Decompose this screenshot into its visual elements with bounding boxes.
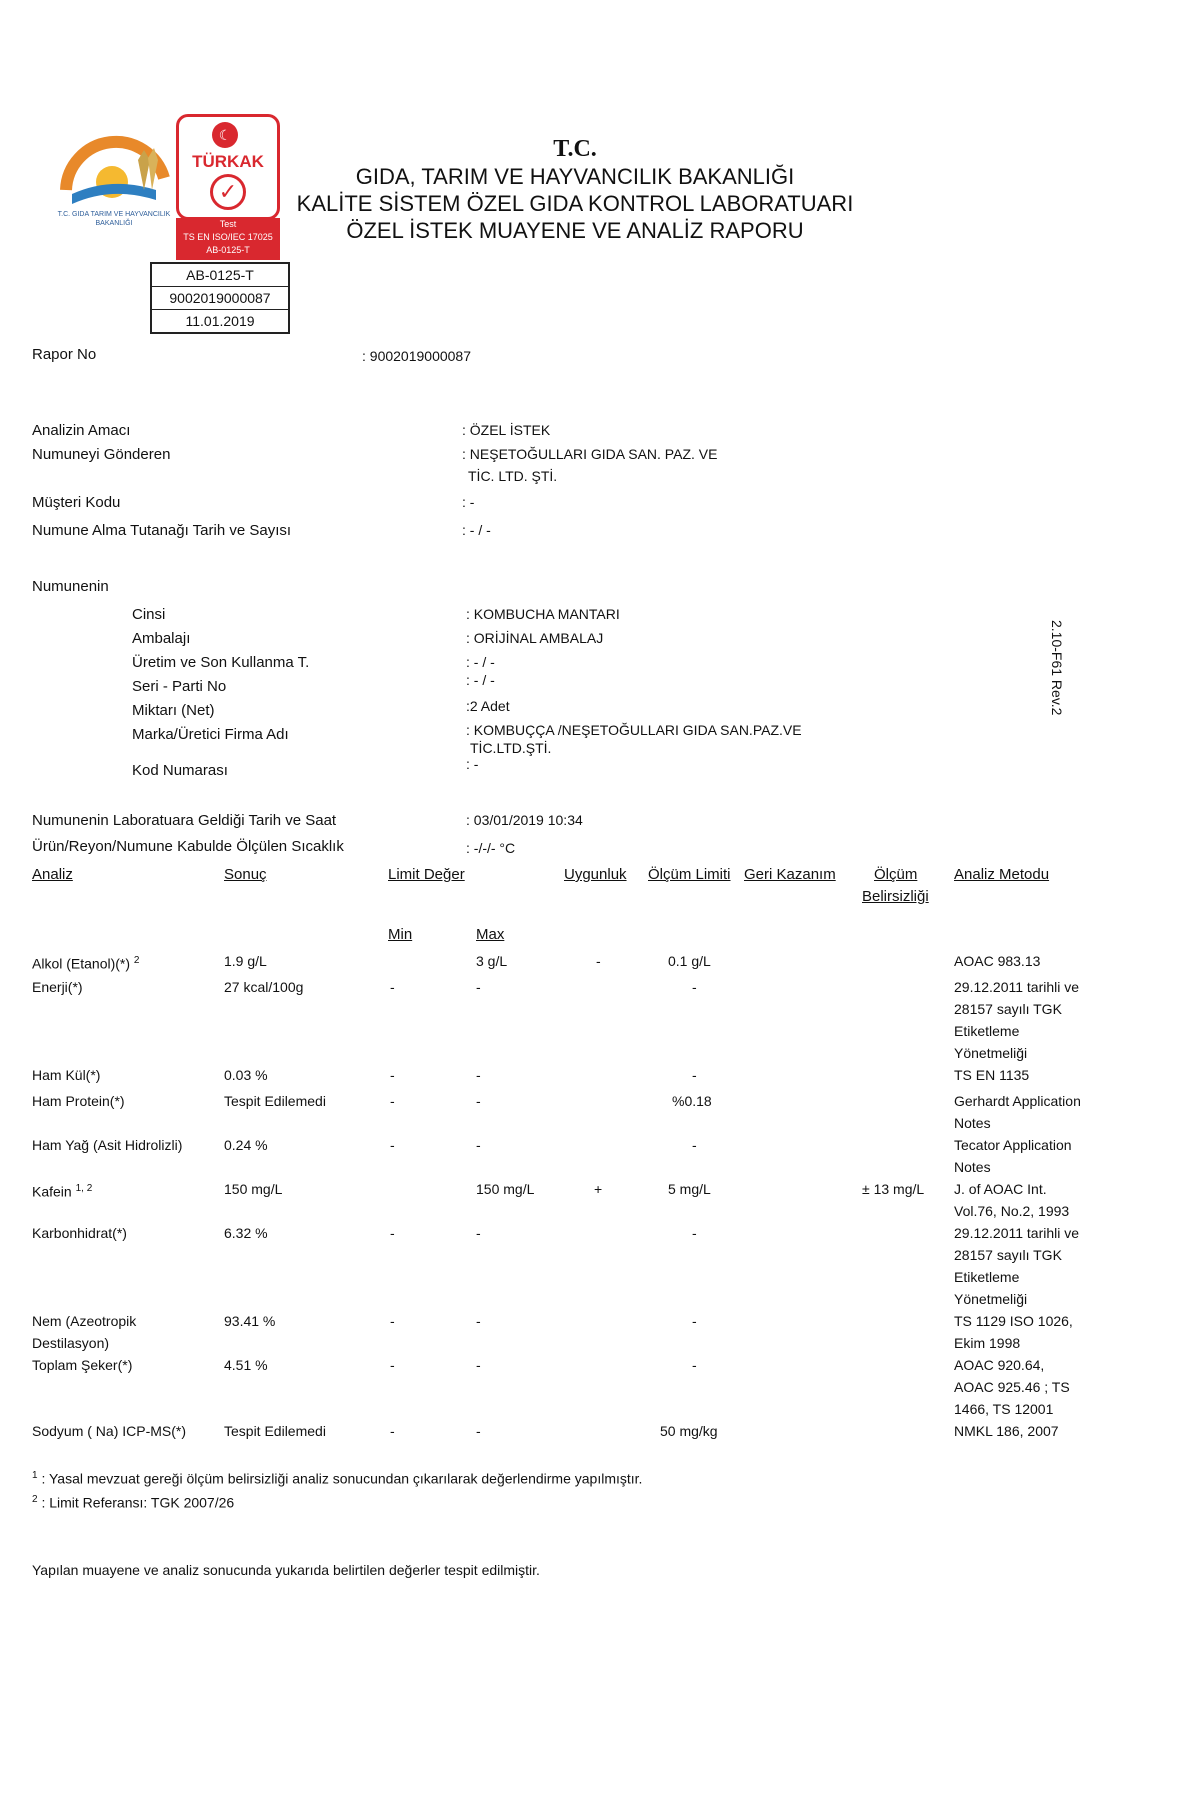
- sampling-record-value: : - / -: [462, 522, 491, 538]
- title-report: ÖZEL İSTEK MUAYENE VE ANALİZ RAPORU: [346, 218, 804, 243]
- cell-result: Tespit Edilemedi: [224, 1093, 326, 1109]
- cell-conformity: +: [594, 1181, 603, 1197]
- code-box-date: 11.01.2019: [185, 313, 255, 329]
- cell-measurement-limit: -: [692, 1225, 697, 1241]
- title-ministry: GIDA, TARIM VE HAYVANCILIK BAKANLIĞI: [355, 164, 795, 189]
- temperature-label: Ürün/Reyon/Numune Kabulde Ölçülen Sıcaklık: [32, 838, 344, 855]
- cell-method: AOAC 920.64, AOAC 925.46 ; TS 1466, TS 12001: [954, 1357, 1070, 1417]
- cell-max: -: [476, 1225, 481, 1241]
- report-no-label: Rapor No: [32, 346, 97, 363]
- footnote-mark: 1: [32, 1470, 38, 1481]
- cell-analysis: Toplam Şeker(*): [32, 1357, 133, 1373]
- cell-result: 93.41 %: [224, 1313, 276, 1329]
- cell-min: -: [390, 979, 395, 995]
- cell-analysis: [32, 1178, 92, 1203]
- title-tc: T.C.: [553, 136, 597, 162]
- brand-value-line2: TİC.LTD.ŞTİ.: [470, 740, 552, 756]
- cell-analysis: [32, 950, 139, 975]
- cell-measurement-limit: 0.1 g/L: [668, 953, 711, 969]
- cell-method: AOAC 983.13: [954, 953, 1041, 969]
- cell-measurement-limit: %0.18: [672, 1093, 712, 1109]
- cell-analysis: Ham Protein(*): [32, 1093, 125, 1109]
- cell-result: 4.51 %: [224, 1357, 268, 1373]
- accreditation-code-box: [150, 262, 290, 334]
- title-laboratory: KALİTE SİSTEM ÖZEL GIDA KONTROL LABORATUARI: [296, 191, 854, 216]
- sender-value: : NEŞETOĞULLARI GIDA SAN. PAZ. VE: [462, 446, 718, 462]
- packaging-label: Ambalajı: [132, 630, 191, 647]
- cell-min: -: [390, 1067, 395, 1083]
- col-header-limit: Limit Değer: [388, 866, 465, 883]
- arrival-date-value: : 03/01/2019 10:34: [466, 812, 583, 828]
- cell-max: -: [476, 979, 481, 995]
- cell-method: 29.12.2011 tarihli ve 28157 sayılı TGK Etiketleme Yönetmeliği: [954, 979, 1080, 1061]
- sampling-record-label: Numune Alma Tutanağı Tarih ve Sayısı: [32, 522, 292, 539]
- turkak-standard: TS EN ISO/IEC 17025: [183, 232, 273, 242]
- cell-result: 0.24 %: [224, 1137, 268, 1153]
- cell-method: NMKL 186, 2007: [954, 1423, 1059, 1439]
- purpose-label: Analizin Amacı: [32, 422, 131, 439]
- customer-code-label: Müşteri Kodu: [32, 494, 121, 511]
- code-number-value: : -: [466, 756, 479, 772]
- quantity-label: Miktarı (Net): [132, 702, 215, 719]
- col-header-min: Min: [388, 926, 413, 943]
- cell-method: 29.12.2011 tarihli ve 28157 sayılı TGK Etiketleme Yönetmeliği: [954, 1225, 1080, 1307]
- cell-max: -: [476, 1423, 481, 1439]
- footnote-1: [32, 1470, 642, 1487]
- cell-method: J. of AOAC Int. Vol.76, No.2, 1993: [954, 1181, 1070, 1219]
- cell-max: -: [476, 1093, 481, 1109]
- cell-min: -: [390, 1357, 395, 1373]
- cell-result: 6.32 %: [224, 1225, 268, 1241]
- sender-value-line2: TİC. LTD. ŞTİ.: [468, 468, 558, 484]
- form-code: 2.10-F61 Rev.2: [1049, 620, 1065, 716]
- footnote-mark: 2: [32, 1494, 38, 1505]
- footnote-text: : Yasal mevzuat gereği ölçüm belirsizliği analiz sonucundan çıkarılarak değerlendirme yapılmıştır.: [41, 1470, 643, 1487]
- brand-value: : KOMBUÇÇA /NEŞETOĞULLARI GIDA SAN.PAZ.VE: [466, 722, 802, 738]
- col-header-recovery: Geri Kazanım: [744, 866, 836, 883]
- code-number-label: Kod Numarası: [132, 762, 228, 779]
- cell-analysis: Sodyum ( Na) ICP-MS(*): [32, 1423, 187, 1439]
- col-header-uncertainty-line1: Ölçüm: [874, 866, 918, 883]
- cell-min: -: [390, 1313, 395, 1329]
- packaging-value: : ORİJİNAL AMBALAJ: [466, 630, 604, 646]
- production-expiry-value: : - / -: [466, 654, 495, 670]
- footnote-text: : Limit Referansı: TGK 2007/26: [41, 1494, 235, 1511]
- cell-max: 150 mg/L: [476, 1181, 535, 1197]
- analysis-name: Alkol (Etanol)(*): [32, 955, 131, 972]
- cell-max: -: [476, 1313, 481, 1329]
- footnote-reference: 2: [133, 955, 140, 966]
- conclusion-text: Yapılan muayene ve analiz sonucunda yukarıda belirtilen değerler tespit edilmiştir.: [32, 1562, 540, 1578]
- cell-measurement-limit: -: [692, 1313, 697, 1329]
- cell-max: -: [476, 1137, 481, 1153]
- col-header-conformity: Uygunluk: [564, 866, 627, 883]
- cell-analysis: Enerji(*): [32, 979, 83, 995]
- col-header-uncertainty-line2: Belirsizliği: [862, 888, 929, 905]
- cell-min: -: [390, 1093, 395, 1109]
- cell-result: 27 kcal/100g: [224, 979, 304, 995]
- check-icon: ✓: [210, 174, 246, 210]
- sample-type-value: : KOMBUCHA MANTARI: [466, 606, 620, 622]
- purpose-value: : ÖZEL İSTEK: [462, 422, 551, 438]
- cell-method: TS 1129 ISO 1026, Ekim 1998: [954, 1313, 1073, 1351]
- turkak-test: Test: [219, 219, 237, 229]
- footnote-reference: 1, 2: [75, 1183, 93, 1194]
- cell-min: -: [390, 1423, 395, 1439]
- cell-measurement-limit: -: [692, 1357, 697, 1373]
- cell-uncertainty: ± 13 mg/L: [862, 1181, 925, 1197]
- cell-max: -: [476, 1357, 481, 1373]
- batch-no-value: : - / -: [466, 672, 495, 688]
- cell-analysis: Karbonhidrat(*): [32, 1225, 127, 1241]
- flag-icon: ☾: [212, 122, 238, 148]
- footnote-2: [32, 1494, 234, 1511]
- cell-measurement-limit: -: [692, 979, 697, 995]
- col-header-result: Sonuç: [224, 866, 267, 883]
- brand-label: Marka/Üretici Firma Adı: [132, 726, 289, 743]
- cell-result: 0.03 %: [224, 1067, 268, 1083]
- cell-min: -: [390, 1137, 395, 1153]
- cell-analysis: Nem (Azeotropik Destilasyon): [32, 1313, 137, 1351]
- cell-max: -: [476, 1067, 481, 1083]
- production-expiry-label: Üretim ve Son Kullanma T.: [132, 654, 310, 671]
- code-box-accreditation: AB-0125-T: [152, 264, 288, 287]
- col-header-max: Max: [476, 926, 505, 943]
- quantity-value: :2 Adet: [466, 698, 510, 714]
- ministry-logo-text: T.C. GIDA TARIM VE HAYVANCILIK BAKANLIĞI: [57, 211, 171, 227]
- turkak-code: AB-0125-T: [206, 245, 250, 255]
- cell-measurement-limit: -: [692, 1137, 697, 1153]
- cell-method: Tecator Application Notes: [954, 1137, 1072, 1175]
- arrival-date-label: Numunenin Laboratuara Geldiği Tarih ve Saat: [32, 812, 337, 829]
- sample-heading: Numunenin: [32, 578, 109, 595]
- cell-result: 150 mg/L: [224, 1181, 283, 1197]
- cell-conformity: -: [596, 953, 601, 969]
- cell-measurement-limit: 5 mg/L: [668, 1181, 711, 1197]
- cell-analysis: Ham Yağ (Asit Hidrolizli): [32, 1137, 183, 1153]
- col-header-analysis: Analiz: [32, 866, 73, 883]
- cell-result: 1.9 g/L: [224, 953, 267, 969]
- cell-min: -: [390, 1225, 395, 1241]
- cell-analysis: Ham Kül(*): [32, 1067, 101, 1083]
- cell-measurement-limit: 50 mg/kg: [660, 1423, 718, 1439]
- cell-method: Gerhardt Application Notes: [954, 1093, 1081, 1131]
- batch-no-label: Seri - Parti No: [132, 678, 227, 695]
- sample-type-label: Cinsi: [132, 606, 166, 623]
- cell-measurement-limit: -: [692, 1067, 697, 1083]
- cell-result: Tespit Edilemedi: [224, 1423, 326, 1439]
- report-no-value: : 9002019000087: [362, 348, 471, 364]
- turkak-name: TÜRKAK: [192, 152, 264, 171]
- customer-code-value: : -: [462, 494, 475, 510]
- col-header-measurement-limit: Ölçüm Limiti: [648, 866, 731, 883]
- code-box-report-no: 9002019000087: [152, 287, 288, 310]
- cell-method: TS EN 1135: [954, 1067, 1030, 1083]
- col-header-method: Analiz Metodu: [954, 866, 1050, 883]
- cell-max: 3 g/L: [476, 953, 508, 969]
- analysis-name: Kafein: [32, 1183, 72, 1200]
- sender-label: Numuneyi Gönderen: [32, 446, 171, 463]
- temperature-value: : -/-/- °C: [466, 840, 516, 856]
